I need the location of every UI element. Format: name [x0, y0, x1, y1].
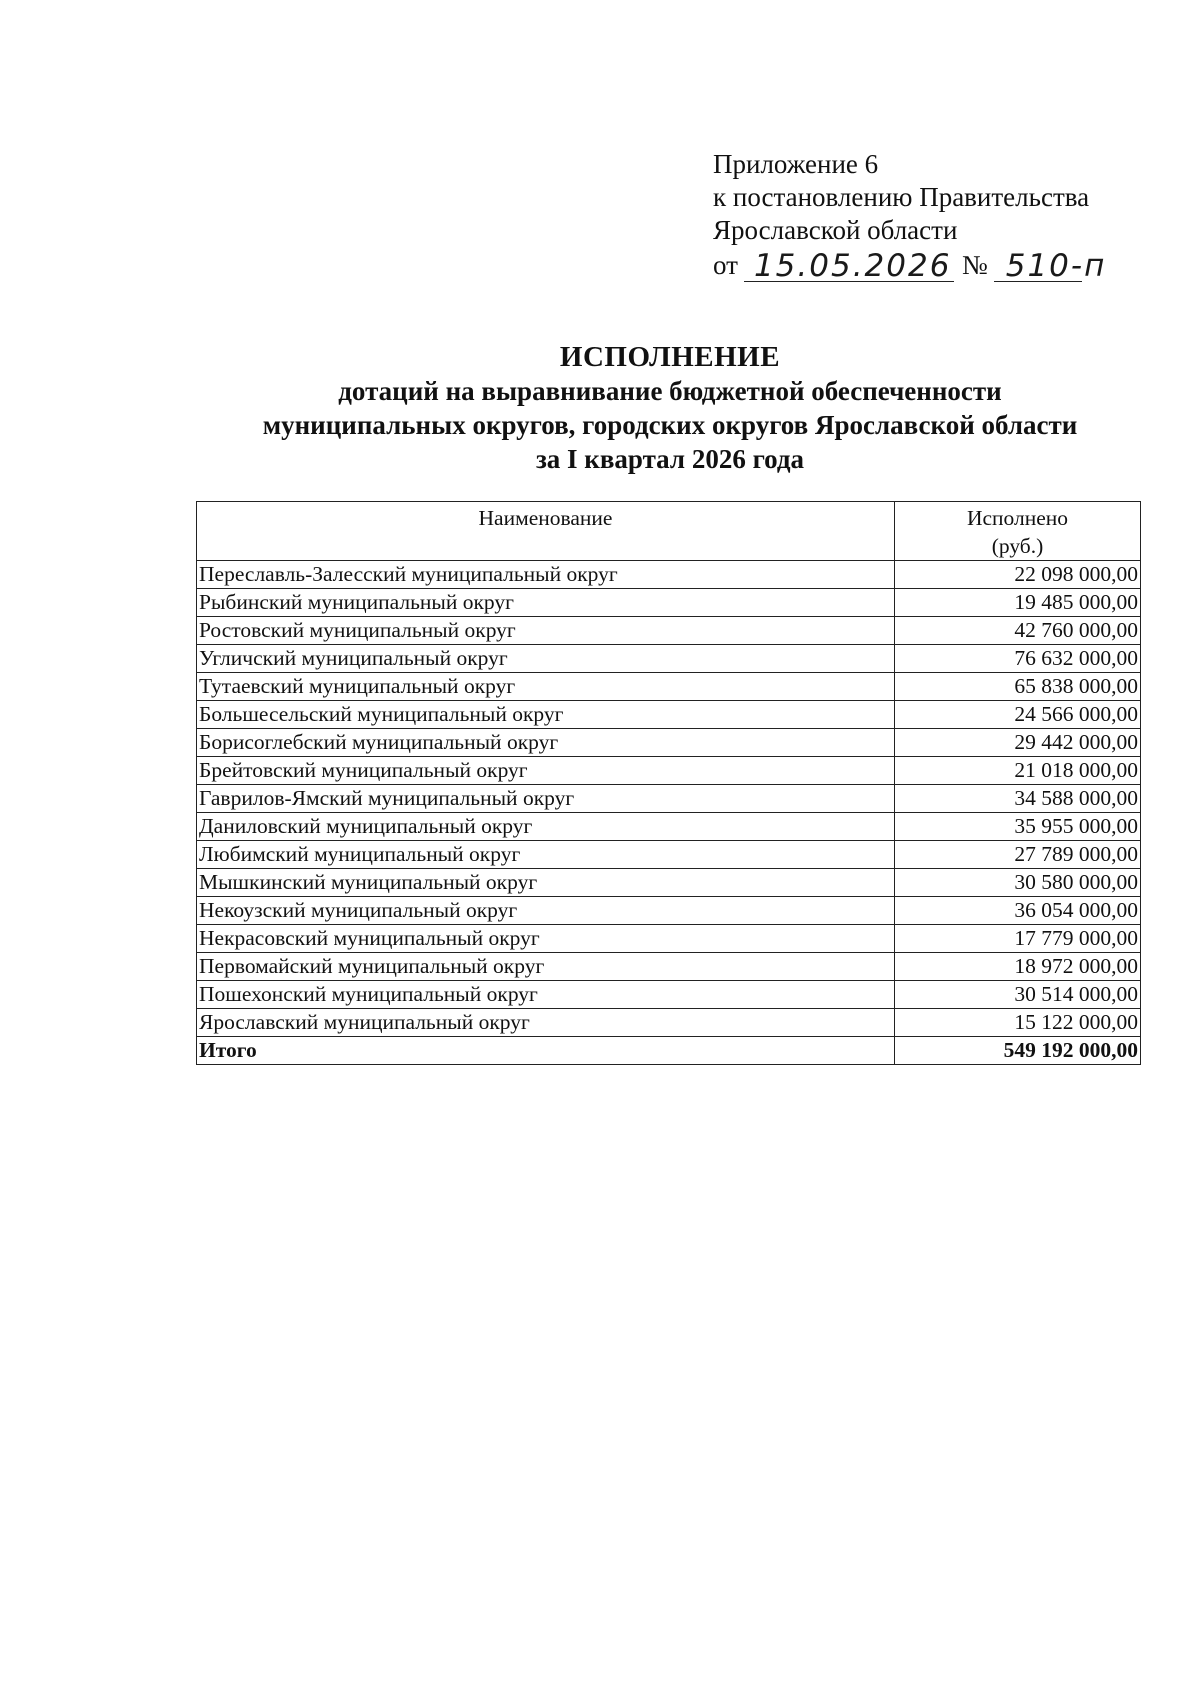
table-row: [197, 869, 1141, 897]
row-name: Мышкинский муниципальный округ: [197, 869, 895, 897]
table-header-row: [197, 502, 1141, 561]
handwritten-date: 15.05.2026: [753, 248, 952, 284]
document-title: [0, 340, 1200, 476]
row-amount: 18 972 000,00: [895, 953, 1141, 981]
table-row: [197, 897, 1141, 925]
header-amount-line-1: Исполнено: [966, 506, 1069, 530]
date-field: [744, 247, 954, 282]
row-name: Даниловский муниципальный округ: [197, 813, 895, 841]
table-row: [197, 813, 1141, 841]
table-row: [197, 701, 1141, 729]
table-row: [197, 953, 1141, 981]
row-name: Некоузский муниципальный округ: [197, 897, 895, 925]
appendix-number: Приложение 6: [713, 149, 879, 179]
execution-table: [196, 501, 1141, 1065]
table-row: [197, 673, 1141, 701]
row-amount: 17 779 000,00: [895, 925, 1141, 953]
header-amount-line-2: (руб.): [991, 534, 1044, 558]
title-line-2: муниципальных округов, городских округов Ярославской области: [262, 410, 1078, 440]
row-name: Рыбинский муниципальный округ: [197, 589, 895, 617]
table-row: [197, 785, 1141, 813]
row-name: Ярославский муниципальный округ: [197, 1009, 895, 1037]
row-name: Ростовский муниципальный округ: [197, 617, 895, 645]
row-name: Некрасовский муниципальный округ: [197, 925, 895, 953]
header-name: Наименование: [197, 502, 895, 561]
table-row: [197, 645, 1141, 673]
total-amount: 549 192 000,00: [895, 1037, 1141, 1065]
header-amount: [895, 502, 1141, 561]
table-row: [197, 729, 1141, 757]
row-name: Угличский муниципальный округ: [197, 645, 895, 673]
number-field: [994, 247, 1107, 284]
handwritten-number: 510-п: [1005, 248, 1107, 284]
appendix-reference: к постановлению Правительства: [713, 182, 1090, 212]
title-line-1: дотаций на выравнивание бюджетной обеспеченности: [338, 376, 1002, 406]
row-name: Пошехонский муниципальный округ: [197, 981, 895, 1009]
row-name: Переславль-Залесский муниципальный округ: [197, 561, 895, 589]
row-amount: 19 485 000,00: [895, 589, 1141, 617]
row-name: Любимский муниципальный округ: [197, 841, 895, 869]
row-amount: 22 098 000,00: [895, 561, 1141, 589]
row-name: Борисоглебский муниципальный округ: [197, 729, 895, 757]
table-row: [197, 841, 1141, 869]
row-amount: 42 760 000,00: [895, 617, 1141, 645]
row-amount: 29 442 000,00: [895, 729, 1141, 757]
table-row: [197, 561, 1141, 589]
row-amount: 36 054 000,00: [895, 897, 1141, 925]
table-row: [197, 925, 1141, 953]
title-main: ИСПОЛНЕНИЕ: [559, 341, 781, 373]
appendix-date-row: [713, 247, 1173, 282]
table-row: [197, 617, 1141, 645]
total-label: Итого: [197, 1037, 895, 1065]
appendix-header: [713, 148, 1173, 282]
total-row: [197, 1037, 1141, 1065]
date-prefix: от: [713, 250, 738, 280]
table-body: [197, 561, 1141, 1065]
row-amount: 27 789 000,00: [895, 841, 1141, 869]
row-amount: 34 588 000,00: [895, 785, 1141, 813]
number-sign: №: [961, 250, 988, 280]
table-row: [197, 1009, 1141, 1037]
row-name: Первомайский муниципальный округ: [197, 953, 895, 981]
row-amount: 35 955 000,00: [895, 813, 1141, 841]
row-name: Тутаевский муниципальный округ: [197, 673, 895, 701]
table-row: [197, 981, 1141, 1009]
row-name: Гаврилов-Ямский муниципальный округ: [197, 785, 895, 813]
row-name: Большесельский муниципальный округ: [197, 701, 895, 729]
row-amount: 21 018 000,00: [895, 757, 1141, 785]
title-line-3: за I квартал 2026 года: [535, 444, 805, 474]
table-row: [197, 589, 1141, 617]
row-amount: 76 632 000,00: [895, 645, 1141, 673]
row-name: Брейтовский муниципальный округ: [197, 757, 895, 785]
row-amount: 65 838 000,00: [895, 673, 1141, 701]
row-amount: 15 122 000,00: [895, 1009, 1141, 1037]
row-amount: 30 580 000,00: [895, 869, 1141, 897]
row-amount: 30 514 000,00: [895, 981, 1141, 1009]
table-row: [197, 757, 1141, 785]
row-amount: 24 566 000,00: [895, 701, 1141, 729]
appendix-region: Ярославской области: [713, 215, 958, 245]
